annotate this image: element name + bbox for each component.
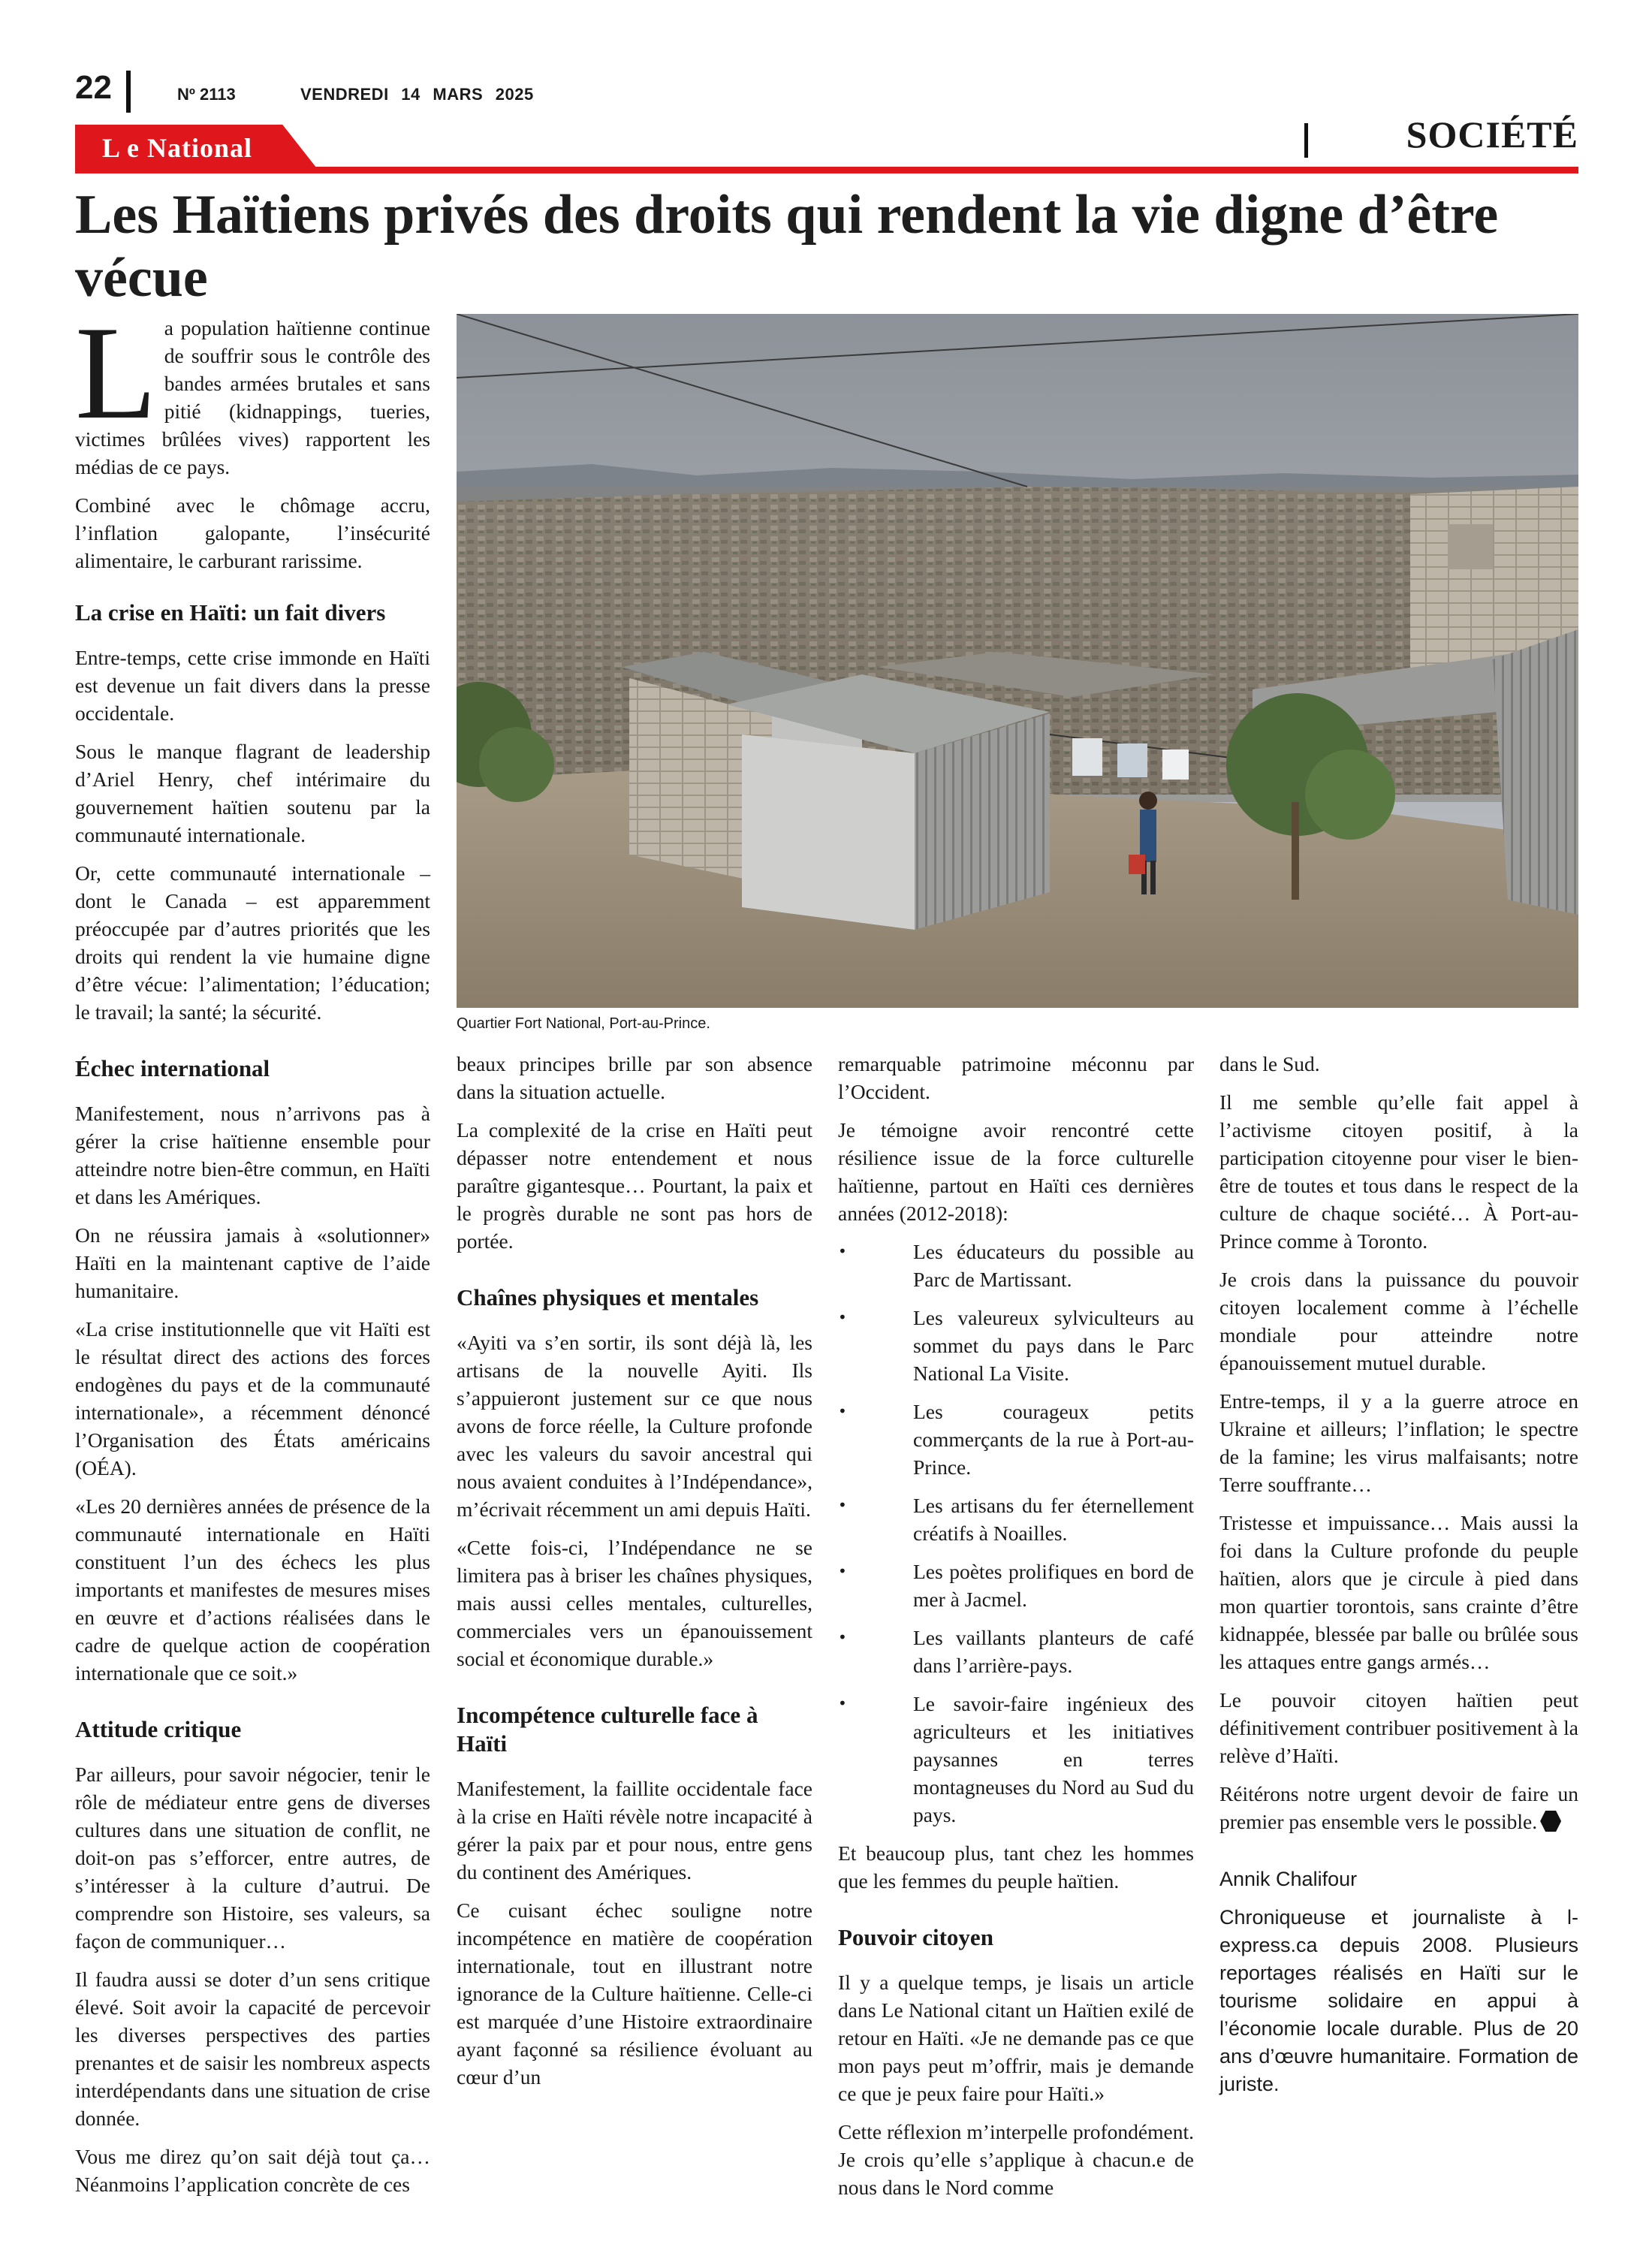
subheading: Incompétence culturelle face à Haïti — [457, 1702, 758, 1757]
paragraph: Cette réflexion m’interpelle profondément. Je crois qu’elle s’applique à chacun.e de nous dans le Nord comme — [838, 2120, 1194, 2199]
bullet-icon: • — [838, 1562, 847, 1580]
subheading: Chaînes physiques et mentales — [457, 1284, 759, 1310]
subheading: La crise en Haïti: un fait divers — [75, 599, 386, 626]
paragraph: On ne réussira jamais à «solutionner» Haïti en la maintenant captive de l’aide humanitaire. — [75, 1223, 430, 1302]
paragraph: Je crois dans la puissance du pouvoir citoyen localement comme à l’échelle mondiale pour atteindre notre épanouissement mutuel durable. — [1219, 1268, 1578, 1374]
list-item: • Les valeureux sylviculteurs au sommet du pays dans le Parc National La Visite. — [838, 1304, 1194, 1387]
paragraph: beaux principes brille par son absence dans la situation actuelle. — [457, 1052, 812, 1103]
list-item: • Les artisans du fer éternellement créatifs à Noailles. — [838, 1491, 1194, 1547]
page-number: 22 — [75, 69, 112, 106]
paragraph: Il faudra aussi se doter d’un sens critique élevé. Soit avoir la capacité de percevoir les diverses perspectives des parties prenantes et de saisir les nombreux aspects interdépendants dans une situation de crise donnée. — [75, 1968, 430, 2130]
section-title: SOCIÉTÉ — [1406, 113, 1578, 155]
subheading: Pouvoir citoyen — [838, 1924, 993, 1950]
bullet-list — [838, 1238, 1194, 1829]
paragraph: Ce cuisant échec souligne notre incompétence en matière de coopération internationale, tout en illustrant notre ignorance de la Culture haïtienne. Celle-ci est marquée d’une Histoire extraordinaire ayant façonné sa résilience évoluant au cœur d’un — [457, 1899, 812, 2089]
paragraph: dans le Sud. — [1219, 1052, 1320, 1075]
list-item: • Les vaillants planteurs de café dans l’arrière-pays. — [838, 1624, 1194, 1679]
list-item: • Le savoir-faire ingénieux des agriculteurs et les initiatives paysannes en terres montagneuses du Nord au Sud du pays. — [838, 1690, 1194, 1829]
article-column-3 — [838, 1050, 1194, 2212]
article-headline: Les Haïtiens privés des droits qui rendent la vie digne d’être vécue — [75, 184, 1499, 309]
paragraph: Le pouvoir citoyen haïtien peut définitivement contribuer positivement à la relève d’Haïti. — [1219, 1688, 1578, 1767]
paragraph: Il y a quelque temps, je lisais un article dans Le National citant un Haïtien exilé de retour en Haïti. «Je ne demande pas ce que mon pays peut m’offrir, mais je demande ce que je peux faire pour Haïti.» — [838, 1971, 1194, 2105]
paragraph: Manifestement, la faillite occidentale face à la crise en Haïti révèle notre incapacité à gérer la paix par et pour nous, entre gens du continent des Amériques. — [457, 1777, 812, 1884]
paragraph: «Ayiti va s’en sortir, ils sont déjà là, les artisans de la nouvelle Ayiti. Ils s’appuieront justement sur ce que nous avons de force réelle, la Culture profonde avec les valeurs du savoir ancestral qui nous avaient conduites à l’Indépendance», m’écrivait récemment un ami depuis Haïti. — [457, 1331, 812, 1521]
paragraph: Il me semble qu’elle fait appel à l’activisme citoyen positif, à la participation citoyenne pour viser le bien-être de toutes et tous dans le respect de la culture de chaque société… À Port-au-Prince comme à Toronto. — [1219, 1090, 1578, 1253]
list-item: • Les courageux petits commerçants de la rue à Port-au-Prince. — [838, 1398, 1194, 1481]
paragraph: La complexité de la crise en Haïti peut dépasser notre entendement et nous paraître gigantesque… Pourtant, la paix et le progrès durable ne sont pas hors de portée. — [457, 1118, 812, 1253]
bullet-icon: • — [838, 1242, 847, 1260]
bullet-icon: • — [838, 1308, 847, 1326]
paragraph: «Cette fois-ci, l’Indépendance ne se limitera pas à briser les chaînes physiques, mais aussi celles mentales, culturelles, commerciales vers un épanouissement social et économique durable.» — [457, 1536, 812, 1670]
list-item: • Les éducateurs du possible au Parc de Martissant. — [838, 1238, 1194, 1293]
paragraph: remarquable patrimoine méconnu par l’Occident. — [838, 1052, 1194, 1103]
header-rule — [75, 167, 1578, 173]
paragraph: Or, cette communauté internationale – dont le Canada – est apparemment préoccupée par d’autres priorités que les droits qui rendent la vie humaine digne d’être vécue: l’alimentation; l’éducation; le travail; la santé; la sécurité. — [75, 861, 430, 1024]
bullet-icon: • — [838, 1694, 847, 1712]
bullet-icon: • — [838, 1628, 847, 1646]
photo-caption: Quartier Fort National, Port-au-Prince. — [457, 1015, 710, 1032]
paragraph: Je témoigne avoir rencontré cette résilience issue de la force culturelle haïtienne, partout en Haïti ces dernières années (2012-2018): — [838, 1118, 1194, 1225]
article-column-2 — [457, 1050, 812, 2101]
article-column-4 — [1219, 1050, 1578, 2098]
list-item: • Les poètes prolifiques en bord de mer à Jacmel. — [838, 1558, 1194, 1613]
paragraph: «Les 20 dernières années de présence de la communauté internationale en Haïti constituent l’un des échecs les plus importants et manifestes de mesures mises en œuvre et d’actions réalisées dans le cadre de quelque action de coopération internationale que ce soit.» — [75, 1494, 430, 1684]
subheading: Échec international — [75, 1055, 270, 1081]
paragraph: Combiné avec le chômage accru, l’inflation galopante, l’insécurité alimentaire, le carburant rarissime. — [75, 493, 430, 572]
paragraph: Et beaucoup plus, tant chez les hommes que les femmes du peuple haïtien. — [838, 1841, 1194, 1893]
paragraph: Entre-temps, cette crise immonde en Haïti est devenue un fait divers dans la presse occidentale. — [75, 646, 430, 725]
issue-date: VENDREDI 14 MARS 2025 — [300, 85, 534, 104]
article-column-1 — [75, 298, 430, 2209]
paragraph: Par ailleurs, pour savoir négocier, tenir le rôle de médiateur entre gens de diverses cultures dans une situation de conflit, ne doit-on pas s’efforcer, entre autres, de s’intéresser à la culture d’autrui. De comprendre son Histoire, ses valeurs, sa façon de communiquer… — [75, 1763, 430, 1953]
issue-number: Nº 2113 — [177, 85, 236, 104]
lead-paragraph: La population haïtienne continue de souffrir sous le contrôle des bandes armées brutales et sans pitié (kidnappings, tueries, victimes brûlées vives) rapportent les médias de ce pays. — [75, 298, 430, 478]
page-number-divider — [126, 71, 131, 113]
paragraph: Entre-temps, il y a la guerre atroce en Ukraine et ailleurs; l’inflation; le spectre de la famine; les virus malfaisants; notre Terre souffrante… — [1219, 1389, 1578, 1496]
bullet-icon: • — [838, 1402, 847, 1420]
author-name: Annik Chalifour — [1219, 1868, 1358, 1890]
photo-illustration — [457, 314, 1578, 1008]
drop-cap: L — [75, 298, 157, 447]
paragraph: Vous me direz qu’on sait déjà tout ça… Néanmoins l’application concrète de ces — [75, 2145, 430, 2196]
paragraph: Sous le manque flagrant de leadership d’Ariel Henry, chef intérimaire du gouvernement haïtien soutenu par la communauté internationale. — [75, 740, 430, 846]
article-photo — [457, 314, 1578, 1008]
end-mark-icon — [1540, 1811, 1561, 1832]
newspaper-brand: L e National — [102, 133, 253, 163]
subheading: Attitude critique — [75, 1716, 242, 1742]
paragraph: «La crise institutionnelle que vit Haïti est le résultat direct des actions des forces endogènes du pays et de la communauté internationale», a récemment dénoncé l’Organisation des États américains (OÉA). — [75, 1317, 430, 1479]
bullet-icon: • — [838, 1496, 847, 1514]
author-bio: Chroniqueuse et journaliste à l-express.ca depuis 2008. Plusieurs reportages réalisés en Haïti sur le tourisme solidaire en appui à l’économie locale durable. Plus de 20 ans d’œuvre humanitaire. Formation de juriste. — [1219, 1906, 1578, 2095]
paragraph: Tristesse et impuissance… Mais aussi la foi dans la Culture profonde du peuple haïtien, alors que je circule à pied dans mon quartier torontois, sans crainte d’être kidnappée, blessée par balle ou brûlée sous les attaques entre gangs armés… — [1219, 1511, 1578, 1673]
closing-paragraph: Réitérons notre urgent devoir de faire un premier pas ensemble vers le possible. — [1219, 1782, 1578, 1833]
paragraph: Manifestement, nous n’arrivons pas à gérer la crise haïtienne ensemble pour atteindre notre bien-être commun, en Haïti et dans les Amériques. — [75, 1102, 430, 1208]
section-divider — [1304, 123, 1308, 158]
